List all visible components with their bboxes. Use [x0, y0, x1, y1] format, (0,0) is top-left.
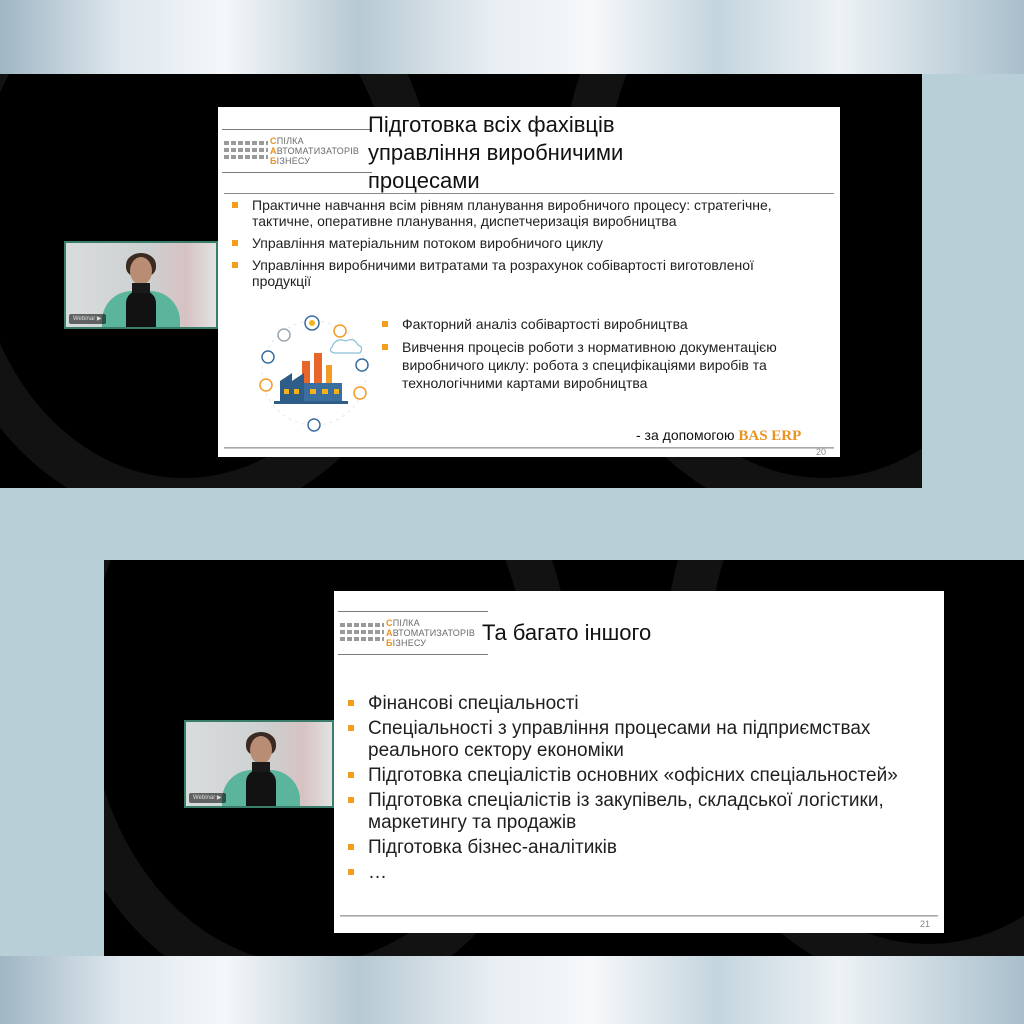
list-item: Управління матеріальним потоком виробничого циклу — [228, 235, 788, 251]
main-bullet-list — [228, 197, 788, 295]
webcam-video-tile[interactable] — [64, 241, 218, 329]
slide-title: Підготовка всіх фахівців управління виробничими процесами — [368, 112, 624, 193]
list-item: Факторний аналіз собівартості виробництва — [378, 315, 798, 333]
list-item: Практичне навчання всім рівням планування виробничого процесу: стратегічне, тактичне, оперативне планування, диспетчеризація виробництва — [228, 197, 788, 229]
sub-bullet-list — [378, 315, 798, 397]
slide-number: 20 — [816, 447, 827, 457]
company-logo — [338, 609, 488, 657]
credit-prefix: - за допомогою — [636, 427, 739, 443]
presenter-face — [250, 736, 272, 764]
bas-erp-brand: BAS ERP — [738, 428, 802, 444]
webcam-video-tile[interactable] — [184, 720, 334, 808]
footer-divider — [224, 447, 834, 449]
video-frame-1 — [0, 74, 922, 488]
bullet-list — [344, 693, 904, 887]
factory-illustration-icon — [254, 313, 374, 433]
webinar-label: Webinar ▶ — [189, 793, 226, 803]
list-item: Вивчення процесів роботи з нормативною документацією виробничого циклу: робота з специфікаціями виробів та технологічними картами виробництва — [378, 338, 798, 392]
presenter-face — [130, 257, 152, 285]
logo-line-3: БІЗНЕСУ — [270, 156, 311, 166]
webinar-label: Webinar ▶ — [69, 314, 106, 324]
list-item: Підготовка спеціалістів із закупівель, складської логістики, маркетингу та продажів — [344, 790, 904, 834]
presentation-slide-20 — [218, 107, 840, 457]
presentation-slide-21 — [334, 591, 944, 933]
list-item: Фінансові спеціальності — [344, 693, 904, 715]
title-divider — [224, 193, 834, 194]
logo-line-1: СПІЛКА — [270, 136, 304, 146]
slide-title: Та багато іншого — [482, 620, 652, 645]
logo-line-1: СПІЛКА — [386, 618, 420, 628]
background-bottom-band — [0, 956, 1024, 1024]
list-item: … — [344, 862, 904, 884]
list-item: Підготовка бізнес-аналітиків — [344, 837, 904, 859]
logo-line-3: БІЗНЕСУ — [386, 638, 427, 648]
bas-erp-credit — [636, 427, 801, 445]
list-item: Підготовка спеціалістів основних «офісних спеціальностей» — [344, 765, 904, 787]
company-logo — [222, 127, 372, 175]
background-middle-band — [0, 488, 1024, 560]
list-item: Управління виробничими витратами та розрахунок собівартості виготовленої продукції — [228, 257, 788, 289]
logo-line-2: АВТОМАТИЗАТОРІВ — [386, 628, 476, 638]
logo-line-2: АВТОМАТИЗАТОРІВ — [270, 146, 360, 156]
slide-number: 21 — [920, 919, 931, 929]
background-top-band — [0, 0, 1024, 74]
footer-divider — [340, 915, 938, 917]
list-item: Спеціальності з управління процесами на підприємствах реального сектору економіки — [344, 718, 904, 762]
video-frame-2 — [104, 560, 1024, 956]
